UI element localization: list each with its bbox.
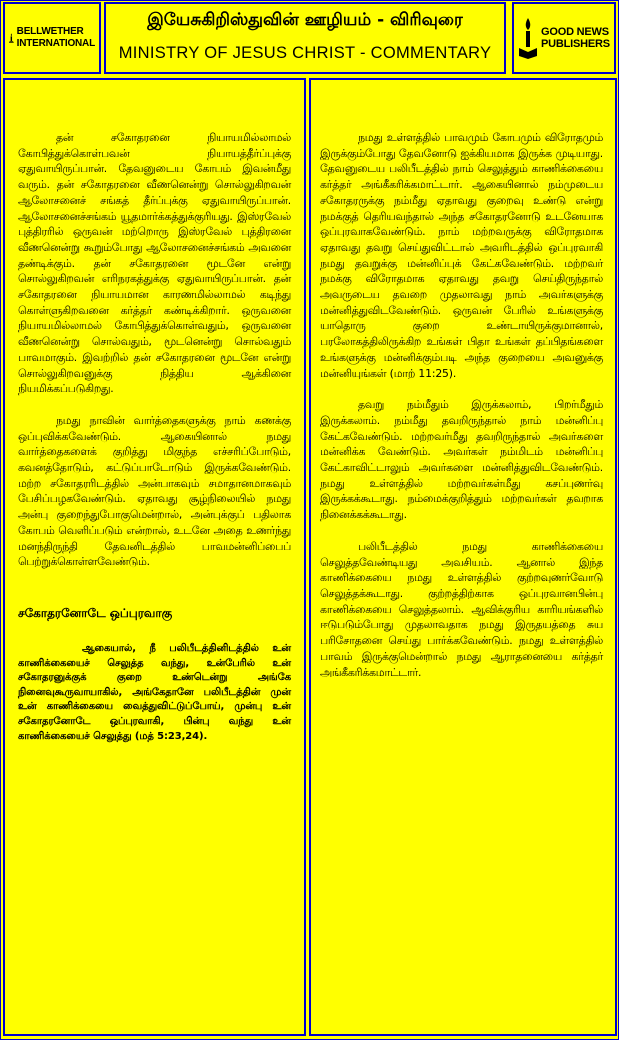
paragraph: தவறு நம்மீதும் இருக்கலாம், பிறர்மீதும் இருக்கலாம். நம்மீது தவறிருந்தால் நாம் மன்னிப்பு கேட்கவேண்டும். மற்றவர்மீது தவறிருந்தால் அவர்களை மன்னிக்க வேண்டும். அவர்கள் நம்மிடம் மன்னிப்பு கேட்காவிட்டாலும் அவர்களை மன்னித்துவிடவேண்டும். நமது உள்ளத்தில் மற்றவர்கள்மீது கசப்புணர்வு இருக்கக்கூடாது. நம்மைக்குறித்தும் மற்றவர்கள் தவறாக நினைக்கக்கூடாது. (320, 398, 603, 522)
paragraph: பலிபீடத்தில் நமது காணிக்கையை செலுத்தவேண்டியது அவசியம். ஆனால் இந்த காணிக்கையை நமது உள்ளத்தில் குற்றவுணர்வோடு செலுத்தக்கூடாது. குற்றத்திற்காக ஒப்புரவானபின்பு காணிக்கையை செலுத்தலாம். ஆவிக்குரிய காரியங்களில் ஈடுபடும்போது முதலாவதாக நமது இருதயத்தை சுய பரிசோதனை செய்து பார்க்கவேண்டும். நமது உள்ளத்தில் பாவம் இருக்குமென்றால் நமது ஆராதனையை கர்த்தர் அங்கீகரிக்கமாட்டார். (320, 539, 603, 679)
page-title-english: MINISTRY OF JESUS CHRIST - COMMENTARY (118, 44, 492, 62)
header-title-box (104, 2, 506, 74)
paragraph: தன் சகோதரனை நியாயமில்லாமல் கோபித்துக்கொள்பவன் நியாயத்தீர்ப்புக்கு ஏதுவாயிருப்பான். தேவனுடைய கோபம் இவன்மீது வரும். தன் சகோதரனை வீணனென்று சொல்லுகிறவன் ஆலோசனைச் சங்கத் தீர்ப்புக்கு ஏதுவாயிருப்பான். ஆலோசனைச்சங்கம் யூதமார்க்கத்துக்குரியது. இஸ்ரவேல் புத்திரரில் ஒருவன் மற்றொரு இஸ்ரவேல் புத்திரனை வீணனென்று கூறும்போது ஆலோசனைச்சங்கம் அவனை தண்டிக்கும். தன் சகோதரனை மூடனே என்று சொல்லுகிறவன் எரிநரகத்துக்கு ஏதுவாயிருப்பான். தன் சகோதரனை நியாயமான காரணமில்லாமல் கடிந்து கொள்ளுகிறவனை கர்த்தர் கண்டிக்கிறார். ஒருவனை நியாயமில்லாமல் கோபித்துக்கொள்வதும், ஒருவனை வீணனென்று சொல்வதும், மூடனென்று சொல்வதும் பாவமாகும். இவற்றில் தன் சகோதரனை மூடனே என்று சொல்லுகிறவனுக்கு நித்திய ஆக்கினை நியமிக்கப்படுகிறது. (18, 131, 291, 396)
left-column (3, 78, 306, 1036)
logo-right-line2: PUBLISHERS (541, 38, 610, 50)
good-news-logo (512, 2, 616, 74)
bellwether-logo (3, 2, 101, 74)
scripture-quote: ஆகையால், நீ பலிபீடத்தினிடத்தில் உன் காணிக்கையைச் செலுத்த வந்து, உன்பேரில் உன் சகோதரனுக்குக் குறை உண்டென்று அங்கே நினைவுகூருவாயாகில், அங்கேதானே பலிபீடத்தின் முன் உன் காணிக்கையை வைத்துவிட்டுப்போய், முன்பு உன் சகோதரனோடே ஒப்புரவாகி, பின்பு வந்து உன் காணிக்கையைச் செலுத்து (மத் 5:23,24). (18, 642, 291, 742)
logo-left-line1: BELLWETHER (16, 26, 84, 37)
right-column (309, 78, 617, 1036)
paragraph: நமது நாவின் வார்த்தைகளுக்கு நாம் கணக்கு ஒப்புவிக்கவேண்டும். ஆகையினால் நமது வார்த்தைகளைக் குறித்து மிகுந்த எச்சரிப்போடும், கவனத்தோடும், கட்டுப்பாடோடும் இருக்கவேண்டும். மற்ற சகோதரரிடத்தில் அன்பாகவும் சமாதானமாகவும் பேசிப்பழகவேண்டும். ஏதாவது சூழ்நிலையில் நமது அன்பு குறைந்துபோகுமென்றால், அன்புக்குப் பதிலாக கோபம் வெளிப்படும் என்றால், உடனே அதை உணர்ந்து மனந்திருந்தி தேவனிடத்தில் பாவமன்னிப்பைப் பெற்றுக்கொள்ளவேண்டும். (18, 413, 291, 569)
section-heading: சகோதரனோடே ஒப்புரவாகு (18, 605, 173, 620)
candle-icon (9, 16, 14, 60)
page-title-tamil: இயேசுகிறிஸ்துவின் ஊழியம் - விரிவுரை (147, 10, 463, 30)
logo-right-line1: GOOD NEWS (541, 26, 609, 38)
logo-left-line2: INTERNATIONAL (16, 38, 95, 49)
book-candle-icon (518, 16, 538, 60)
paragraph: நமது உள்ளத்தில் பாவமும் கோபமும் விரோதமும் இருக்கும்போது தேவனோடு ஐக்கியமாக இருக்க முடியாது. தேவனுடைய பலிபீடத்தில் நாம் செலுத்தும் காணிக்கையை கர்த்தர் அங்கீகரிக்கமாட்டார். ஆகையினால் நம்முடைய சகோதரருக்கு நம்மீது ஏதாவது குறைவு உண்டு என்று நமக்குத் தெரியவந்தால் அந்த சகோதரனோடு உடனேயாக ஒப்புரவாகவேண்டும். நாம் மற்றவருக்கு விரோதமாக ஏதாவது தவறு செய்துவிட்டால் அவரிடத்தில் ஒப்புரவாகி நமது தவறுக்கு மன்னிப்புக் கேட்கவேண்டும். மற்றவர் நமக்கு விரோதமாக ஏதாவது தவறு செய்திருந்தால் அவருடைய தவறை முதலாவது நாம் அவர்களுக்கு மன்னித்துவிடவேண்டும். ஒருவன் பேரில் உங்களுக்கு யாதொரு குறை உண்டாயிருக்குமானால், பரலோகத்திலிருக்கிற உங்கள் பிதா உங்கள் தப்பிதங்களை உங்களுக்கு மன்னிக்கும்படி அந்த குறையை அவனுக்கு மன்னியுங்கள் (மாற் 11:25). (320, 131, 603, 380)
